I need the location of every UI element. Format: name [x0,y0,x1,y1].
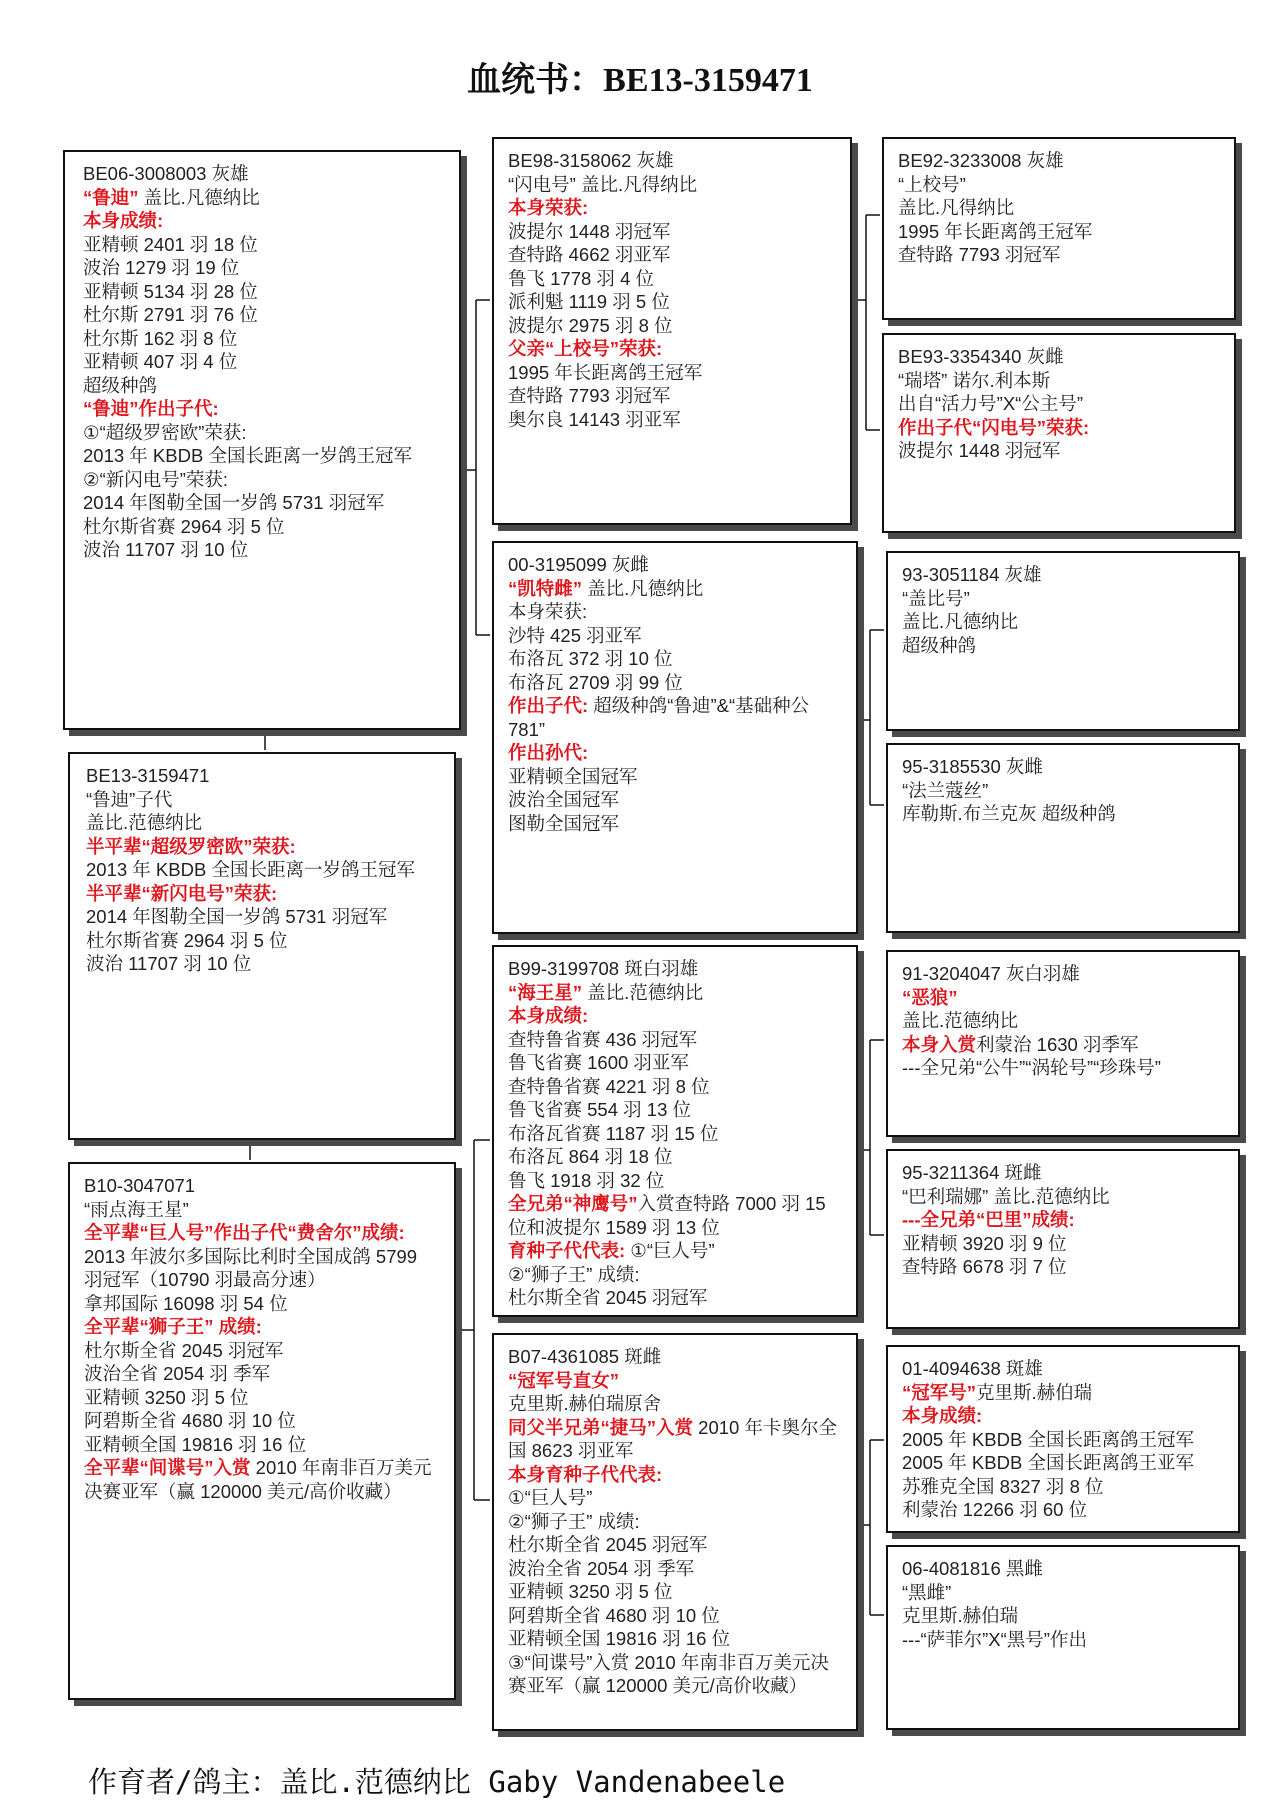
pedigree-line: B10-3047071 [84,1175,196,1196]
pedigree-line: 查特鲁省赛 4221 羽 8 位 [508,1075,710,1097]
pedigree-line: 波提尔 2975 羽 8 位 [508,314,673,336]
pedigree-line: 全平辈“狮子王” 成绩: [84,1316,262,1337]
pedigree-line: 布洛瓦 864 羽 18 位 [508,1146,673,1167]
pedigree-line: 布洛瓦 372 羽 10 位 [508,648,673,669]
pedigree-line: “冠军号直女” [508,1369,620,1391]
pedigree-line: 鲁飞省赛 554 羽 13 位 [508,1099,692,1120]
pedigree-line: “盖比号” [902,587,970,609]
pedigree-line [902,1033,1224,1057]
sire-sire-dam-card [882,333,1236,533]
sire-sire-card [492,137,852,525]
pedigree-line: 波治 1279 羽 19 位 [83,257,240,278]
pedigree-line: 1995 年长距离鸽王冠军 [898,220,1093,242]
pedigree-line: 布洛瓦省赛 1187 羽 15 位 [508,1122,719,1144]
plain-text: 盖比.凡德纳比 [138,186,260,208]
pedigree-line: BE13-3159471 [86,765,210,786]
pedigree-line: 杜尔斯全省 2045 羽冠军 [508,1287,708,1308]
pedigree-line: 盖比.凡得纳比 [898,197,1015,218]
pedigree-line: 杜尔斯省赛 2964 羽 5 位 [83,515,285,537]
pedigree-line: “雨点海王星” [84,1198,189,1220]
pedigree-line: 杜尔斯全省 2045 羽冠军 [84,1339,284,1361]
pedigree-line: “恶狼” [902,986,958,1008]
pedigree-line: 亚精顿 5134 羽 28 位 [83,280,258,302]
pedigree-line [902,1381,1224,1405]
pedigree-line: 亚精顿 3250 羽 5 位 [508,1581,673,1602]
pedigree-line: 2014 年图勒全国一岁鸽 5731 羽冠军 [83,492,385,513]
pedigree-line: B99-3199708 斑白羽雄 [508,958,699,979]
plain-text: 入赏查特路 7000 羽 15 位和波提尔 1589 羽 13 位 [508,1193,826,1238]
pedigree-line: BE98-3158062 灰雄 [508,150,674,171]
highlight-text: 作出子代: [508,695,589,716]
pedigree-line: ②“狮子王” 成绩: [508,1510,640,1532]
pedigree-line: 本身荣获: [508,601,588,622]
dam-sire-dam-card [886,1149,1240,1329]
highlight-text: “凯特雌” [508,577,583,599]
pedigree-line: ---全兄弟“巴里”成绩: [902,1209,1075,1230]
sire-sire-sire-card [882,137,1236,320]
pedigree-line: 查特路 7793 羽冠军 [898,244,1061,265]
pedigree-line [83,186,445,210]
plain-text: 超级种鸽“鲁迪”&“基础种公 781” [508,695,810,740]
pedigree-line: ②“新闪电号”荣获: [83,468,229,490]
pedigree-line [84,1456,440,1503]
pedigree-line: 2013 年 KBDB 全国长距离一岁鸽王冠军 [86,859,415,880]
pedigree-line: 95-3185530 灰雌 [902,756,1043,777]
pedigree-line: “黑雌” [902,1581,952,1603]
pedigree-line: 2013 年 KBDB 全国长距离一岁鸽王冠军 [83,445,412,466]
pedigree-line: BE93-3354340 灰雌 [898,346,1064,367]
page-title: 血统书：BE13-3159471 [467,62,813,99]
pedigree-line [508,694,842,741]
pedigree-line: 01-4094638 斑雄 [902,1358,1043,1379]
plain-text: 克里斯.赫伯瑞 [976,1381,1093,1403]
sire-dam-dam-card [886,743,1240,933]
pedigree-line: 奥尔良 14143 羽亚军 [508,408,681,430]
highlight-text: 全兄弟“神鹰号” [508,1193,638,1214]
pedigree-line: 亚精顿 2401 羽 18 位 [83,233,258,255]
pedigree-line: 查特路 6678 羽 7 位 [902,1256,1067,1277]
pedigree-line: ①“巨人号” [508,1487,593,1508]
pedigree-line: 出自“活力号”X“公主号” [898,393,1083,414]
pedigree-line [508,1239,842,1263]
pedigree-line: 00-3195099 灰雌 [508,554,649,575]
pedigree-line: 2014 年图勒全国一岁鸽 5731 羽冠军 [86,906,388,927]
pedigree-line: 盖比.范德纳比 [86,812,203,833]
pedigree-line: ---全兄弟“公牛”“涡轮号”“珍珠号” [902,1057,1161,1078]
pedigree-line [508,981,842,1005]
pedigree-line: 亚精顿全国 19816 羽 16 位 [84,1433,307,1455]
pedigree-line: 布洛瓦 2709 羽 99 位 [508,671,683,693]
pedigree-line: 鲁飞 1778 羽 4 位 [508,267,655,289]
pedigree-line: 93-3051184 灰雄 [902,564,1042,585]
pedigree-line: ---“萨菲尔”X“黑号”作出 [902,1628,1087,1650]
pedigree-line: 波治全省 2054 羽 季军 [84,1363,271,1384]
pedigree-line [508,1416,842,1463]
pedigree-line [508,577,842,601]
pedigree-line: 全平辈“巨人号”作出子代“费舍尔”成绩: [84,1222,405,1243]
plain-text: 盖比.范德纳比 [582,981,704,1003]
pedigree-line: 波提尔 1448 羽冠军 [898,440,1061,461]
sire-card [63,150,461,730]
dam-sire-card [492,945,858,1317]
pedigree-line: 派利魁 1119 羽 5 位 [508,291,670,312]
pedigree-line: ②“狮子王” 成绩: [508,1263,640,1285]
pedigree-line: 2005 年 KBDB 全国长距离鸽王亚军 [902,1452,1194,1473]
pedigree-line: 查特鲁省赛 436 羽冠军 [508,1028,698,1050]
sire-dam-sire-card [886,551,1240,731]
pedigree-line: 作出子代“闪电号”荣获: [898,416,1090,438]
pedigree-line: 06-4081816 黑雌 [902,1558,1043,1579]
pedigree-line: 利蒙治 12266 羽 60 位 [902,1499,1088,1520]
pedigree-line: 本身成绩: [83,210,164,231]
dam-dam-dam-card [886,1545,1240,1730]
pedigree-line: 亚精顿全国冠军 [508,765,638,787]
pedigree-line: “闪电号” 盖比.凡得纳比 [508,173,698,195]
pedigree-line: ③“间谍号”入赏 2010 年南非百万美元决赛亚军（赢 120000 美元/高价收藏） [508,1651,829,1696]
pedigree-line: 波治全国冠军 [508,789,620,810]
pedigree-line: “鲁迪”子代 [86,788,173,810]
pedigree-line: “瑞塔” 诺尔.利本斯 [898,369,1051,391]
pedigree-line: B07-4361085 斑雌 [508,1346,662,1367]
pedigree-line: 盖比.范德纳比 [902,1010,1019,1031]
pedigree-line: 本身成绩: [508,1005,589,1026]
highlight-text: “冠军号” [902,1381,977,1403]
pedigree-line: 杜尔斯 2791 羽 76 位 [83,304,258,325]
highlight-text: 同父半兄弟“捷马”入赏 [508,1416,694,1438]
pedigree-line: “鲁迪”作出子代: [83,398,219,419]
pedigree-line: 波提尔 1448 羽冠军 [508,220,671,242]
pedigree-line: 父亲“上校号”荣获: [508,338,663,359]
pedigree-line [508,1192,842,1239]
pedigree-line: 克里斯.赫伯瑞原舍 [508,1393,662,1414]
pedigree-line: 鲁飞省赛 1600 羽亚军 [508,1052,689,1073]
pedigree-line: 鲁飞 1918 羽 32 位 [508,1169,665,1191]
pedigree-line: 波治 11707 羽 10 位 [83,539,249,560]
subject-card [68,752,456,1140]
pedigree-line: 91-3204047 灰白羽雄 [902,963,1080,984]
pedigree-line: 阿碧斯全省 4680 羽 10 位 [508,1604,720,1626]
dam-card [68,1162,456,1700]
pedigree-line: 库勒斯.布兰克灰 超级种鸽 [902,803,1116,824]
pedigree-line: 亚精顿全国 19816 羽 16 位 [508,1628,731,1649]
pedigree-line: 作出孙代: [508,742,589,763]
pedigree-line: 本身荣获: [508,197,589,218]
sire-dam-card [492,541,858,934]
pedigree-line: 亚精顿 407 羽 4 位 [83,351,238,372]
pedigree-line: 杜尔斯全省 2045 羽冠军 [508,1534,708,1555]
pedigree-line: 拿邦国际 16098 羽 54 位 [84,1292,288,1314]
pedigree-line: BE06-3008003 灰雄 [83,163,249,184]
pedigree-line: 本身成绩: [902,1405,983,1426]
plain-text: 2010 年南非百万美元决赛亚军（赢 120000 美元/高价收藏） [84,1457,432,1502]
plain-text: ①“巨人号” [625,1240,715,1261]
pedigree-line: 沙特 425 羽亚军 [508,624,642,646]
pedigree-line: 克里斯.赫伯瑞 [902,1605,1019,1626]
plain-text: 利蒙治 1630 羽季军 [976,1033,1139,1055]
pedigree-line: “上校号” [898,173,966,195]
pedigree-line: 盖比.凡德纳比 [902,611,1019,632]
pedigree-line: 亚精顿 3920 羽 9 位 [902,1232,1067,1254]
pedigree-line: 2013 年波尔多国际比利时全国成鸽 5799 羽冠军（10790 羽最高分速） [84,1245,418,1290]
plain-text: 盖比.凡德纳比 [582,577,704,599]
pedigree-line: “法兰蔻丝” [902,779,989,801]
pedigree-line: 波治 11707 羽 10 位 [86,953,252,974]
pedigree-line: 本身育种子代代表: [508,1463,663,1485]
pedigree-line: ①“超级罗密欧”荣获: [83,421,247,443]
pedigree-line: 超级种鸽 [83,374,158,396]
highlight-text: 全平辈“间谍号”入赏 [84,1457,251,1478]
pedigree-line: 杜尔斯省赛 2964 羽 5 位 [86,929,288,951]
pedigree-line: 半平辈“超级罗密欧”荣获: [86,835,296,857]
pedigree-line: 超级种鸽 [902,634,977,656]
pedigree-line: 图勒全国冠军 [508,812,620,834]
pedigree-line: 2005 年 KBDB 全国长距离鸽王冠军 [902,1428,1194,1450]
dam-sire-sire-card [886,950,1240,1137]
pedigree-line: 1995 年长距离鸽王冠军 [508,361,703,383]
pedigree-line: 阿碧斯全省 4680 羽 10 位 [84,1410,296,1431]
highlight-text: 育种子代代表: [508,1240,626,1261]
pedigree-line: 杜尔斯 162 羽 8 位 [83,327,238,349]
highlight-text: “海王星” [508,981,583,1003]
pedigree-line: BE92-3233008 灰雄 [898,150,1064,171]
dam-dam-card [492,1333,858,1731]
pedigree-line: 半平辈“新闪电号”荣获: [86,882,278,904]
breeder-footer: 作育者/鸽主：盖比.范德纳比 Gaby Vandenabeele [88,1765,786,1799]
pedigree-line: 查特路 4662 羽亚军 [508,244,671,265]
pedigree-line: 95-3211364 斑雌 [902,1162,1042,1183]
pedigree-line: “巴利瑞娜” 盖比.范德纳比 [902,1185,1110,1207]
plain-text: 2010 年卡奥尔全国 8623 羽亚军 [508,1416,837,1461]
dam-dam-sire-card [886,1345,1240,1533]
highlight-text: 本身入赏 [902,1033,977,1055]
pedigree-line: 苏雅克全国 8327 羽 8 位 [902,1475,1104,1497]
highlight-text: “鲁迪” [83,186,139,208]
pedigree-line: 亚精顿 3250 羽 5 位 [84,1386,249,1408]
pedigree-line: 波治全省 2054 羽 季军 [508,1557,695,1579]
pedigree-line: 查特路 7793 羽冠军 [508,385,671,406]
